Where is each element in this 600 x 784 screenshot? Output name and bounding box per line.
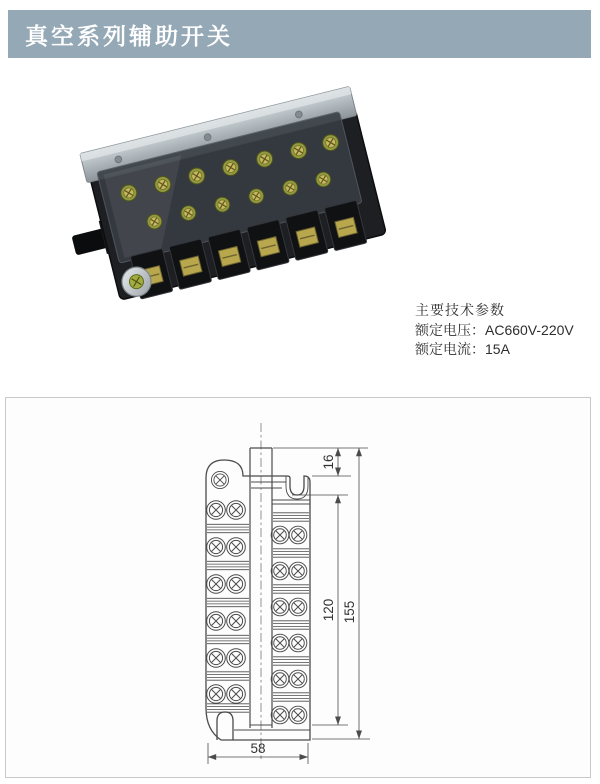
spec-value: 15A [485,341,510,357]
dim-label-tab-height: 16 [321,454,336,470]
tech-specs [415,301,600,360]
spec-label: 额定电压： [415,321,485,338]
page-title-bar [8,10,591,58]
body-outline [206,448,310,740]
drawing-panel [5,397,591,778]
spec-row-current [415,340,600,360]
spec-value: AC660V-220V [485,321,574,338]
dim-label-overall-height: 155 [342,600,357,624]
page-title: 真空系列辅助开关 [25,22,233,49]
product-photo [78,82,412,354]
dimension-drawing [6,398,590,777]
terminal-screw-symbols [207,471,307,723]
dim-label-overall-width: 58 [250,741,266,756]
tech-specs-heading: 主要技术参数 [415,302,505,318]
product-photo-illustration [78,82,412,354]
dim-label-section-height: 120 [321,598,336,622]
spec-row-voltage [415,321,600,341]
spec-label: 额定电流： [415,341,485,357]
